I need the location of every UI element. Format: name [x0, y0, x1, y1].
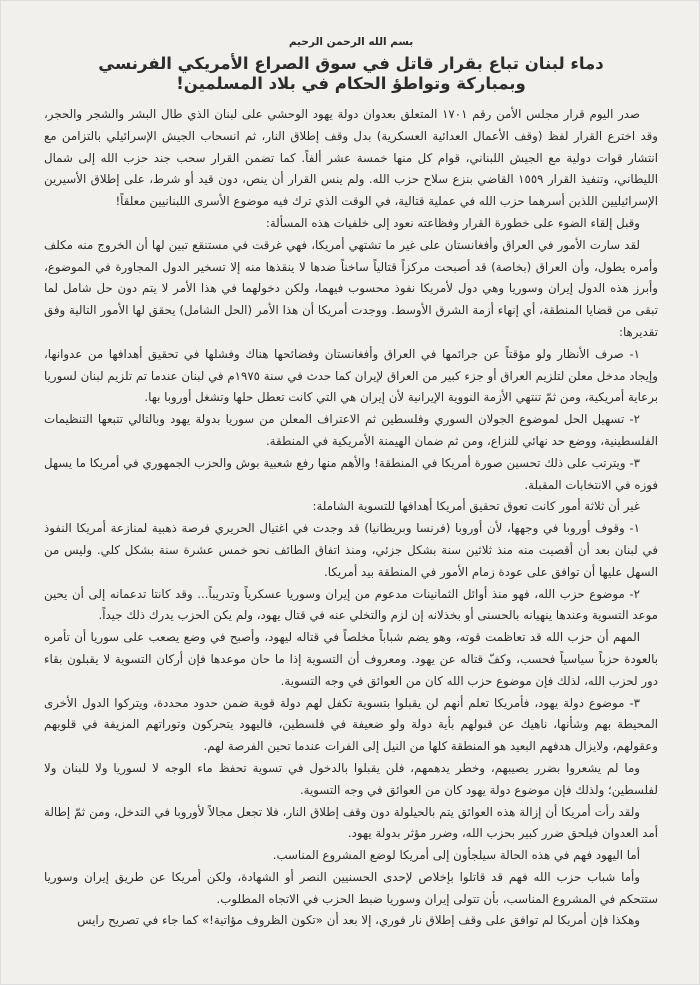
- paragraph-america: ولقد رأت أمريكا أن إزالة هذه العوائق يتم بالحيلولة دون وقف إطلاق النار، فلا تجعل مجالاً لأوروبا في التدخل، ومن ثمّ إطالة أمد العدوان فيلحق ضرر كبير بحزب الله، وضرر مؤثر بدولة يهود.: [44, 804, 658, 841]
- obstacle-3: ٣- موضوع دولة يهود، فأمريكا تعلم أنهم لن يقبلوا بتسوية تكفل لهم دولة قوية ضمن حدود محددة، ويتركوا الدول الأخرى المحيطة بهم وشأنها، ناهيك عن قبولهم بأية دولة ولو ضعيفة في فلسطين، فاليهود يتحركون وتوراتهم المزيفة في قلوبهم وعقولهم، ولايزال هدفهم البعيد هو المنطقة كلها من النيل إلى الفرات عندما تحين الفرصة لهم.: [44, 695, 658, 754]
- point-2-goals: ٢- تسهيل الحل لموضوع الجولان السوري وفلسطين ثم الاعتراف المعلن من سوريا بدولة يهود وبالتالي تتبعها التنظيمات الفلسطينية، ووضع حد نهائي للنزاع، ومن ثم ضمان الهيمنة الأمريكية في المنطقة.: [44, 412, 658, 448]
- paragraph-background: وقبل إلقاء الضوء على خطورة القرار وفظاعته نعود إلى خلفيات هذه المسألة:: [265, 215, 640, 230]
- paragraph-intro: صدر اليوم قرار مجلس الأمن رقم ١٧٠١ المتعلق بعدوان دولة يهود الوحشي على لبنان الذي طال البشر والشجر والحجر، وقد اخترع القرار لفظ (وقف الأعمال العدائية العسكرية) بدل وقف إطلاق النار، ثم انسحاب الجيش الإسرائيلي بالتزامن مع انتشار قوات دولية مع الجيش اللبناني، قوام كل منها خمسة عشر ألفاً. كما تضمن القرار سحب جند حزب الله إلى شمال الليطاني، وتنفيذ القرار ١٥٥٩ القاضي بنزع سلاح حزب الله. ولم ينس القرار أن ينص، دون قيد أو شرط، على إطلاق الأسيرين الإسرائيليين اللذين أسرهما حزب الله في عملية قتالية، في الوقت الذي ترك فيه موضوع الأسرى اللبنانيين معلقاً!: [44, 107, 658, 209]
- paragraph-ceasefire: وهكذا فإن أمريكا لم توافق على وقف إطلاق نار فوري، إلا بعد أن «تكون الظروف مؤاتية!» كما جاء في تصريح رايس: [77, 913, 640, 928]
- paragraph-harm: وما لم يشعروا بضرر يصيبهم، وخطر يدهمهم، فلن يقبلوا بالدخول في تسوية تحفظ ماء الوجه لا لسوريا ولا للبنان ولا لفلسطين؛ ولذلك فإن موضوع دولة يهود كان من العوائق في وجه التسوية.: [44, 760, 658, 797]
- paragraph-hezbollah: المهم أن حزب الله قد تعاظمت قوته، وهو يضم شباباً مخلصاً في قتاله ليهود، وأصبح في وضع يصعب على سوريا أن تأمره بالعودة حزباً سياسياً فحسب، وكفّ قتاله عن يهود. ومعروف أن التسوية إذا ما حان موعدها فإن أركان التسوية لا يقبلون بقاء دور لحزب الله، لذلك فإن موضوع حزب الله كان من العوائق في وجه التسوية.: [44, 630, 658, 688]
- paragraph-youth: وأما شباب حزب الله فهم قد قاتلوا بإخلاص لإحدى الحسنيين النصر أو الشهادة، ولكن أمريكا عن طريق إيران وسوريا ستتحكم في المشروع المناسب، بأن تتولى إيران وسوريا ضبط الحزب في الاتجاه المطلوب.: [44, 869, 658, 906]
- obstacle-1: ١- وقوف أوروبا في وجهها، لأن أوروبا (فرنسا وبريطانيا) قد وجدت في اغتيال الحريري فرصة ذهبية لمنازعة أمريكا النفوذ في لبنان بعد أن أقصيت منه منذ ثلاثين سنة بشكل جزئي، ومنذ اتفاق الطائف نحو خمس عشرة سنة بشكل كلي. وليس من السهل عليها أن توافق على عودة زمام الأمور في المنطقة بيد أمريكا.: [44, 521, 658, 579]
- paragraph-obstacles: غير أن ثلاثة أمور كانت تعوق تحقيق أمريكا أهدافها للتسوية الشاملة:: [312, 499, 640, 514]
- title-line-1: دماء لبنان تباع بقرار قاتل في سوق الصراع الأمريكي الفرنسي: [98, 54, 604, 73]
- document-body: [44, 22, 658, 932]
- basmala: بسم الله الرحمن الرحيم: [288, 36, 414, 48]
- paragraph-jews: أما اليهود فهم في هذه الحالة سيلجأون إلى أمريكا لوضع المشروع المناسب.: [272, 848, 640, 863]
- point-1-goals: ١- صرف الأنظار ولو مؤقتاً عن جرائمها في العراق وأفغانستان وفضائحها هناك وفشلها في تحقيق أهدافها من عدوانها، وإيجاد مدخل معلن لتلزيم العراق أو جزء كبير من العراق لإيران كما حدث في سنة ١٩٧٥م في لبنان عندما تم تلزيم لبنان لسوريا برعاية أمريكية، ومن ثمّ تنتهي الأزمة النووية الإيرانية لأن إيران هي التي كانت تعطل حلها وتشغل أوروبا بها.: [44, 346, 658, 405]
- paragraph-situation: لقد سارت الأمور في العراق وأفغانستان على غير ما تشتهي أمريكا، فهي غرقت في مستنقع تبين لها أن الخروج منه مكلف وأمره يطول، وأن العراق (بخاصة) قد أصبحت مركزاً قتالياً ساخناً ضدها لا ينقذها منه إلا تسخير الدول المجاورة في الموضوع، وأبرز هذه الدول إيران وسوريا وهي دول لأمريكا نفوذ محسوب فيهما، ولكن دخولهما في هذا الأمر لا يتم دون حل شامل لما تبقى من قضايا المنطقة، أي إنهاء أزمة الشرق الأوسط. ووجدت أمريكا أن هذا الأمر (الحل الشامل) يحقق لها الأمور التالية وفق تقديرها:: [44, 237, 658, 339]
- title-line-2: وبمباركة وتواطؤ الحكام في بلاد المسلمين!: [176, 74, 526, 93]
- document-title: [44, 54, 658, 94]
- point-3-goals: ٣- ويترتب على ذلك تحسين صورة أمريكا في المنطقة! والأهم منها رفع شعبية بوش والحزب الجمهوري في أمريكا ما يسهل فوزه في الانتخابات المقبلة.: [44, 455, 658, 492]
- obstacle-2: ٢- موضوع حزب الله، فهو منذ أوائل الثمانينات مدعوم من إيران وسوريا عسكرياً وتدريباً... وقد كانتا تدعمانه إلى أن يحين موعد التسوية وعندها ينهيانه بالحسنى أو بخذلانه إن لزم والتخلي عنه في قتال يهود، ولم يكن الحزب يدرك ذلك جيداً.: [44, 586, 658, 623]
